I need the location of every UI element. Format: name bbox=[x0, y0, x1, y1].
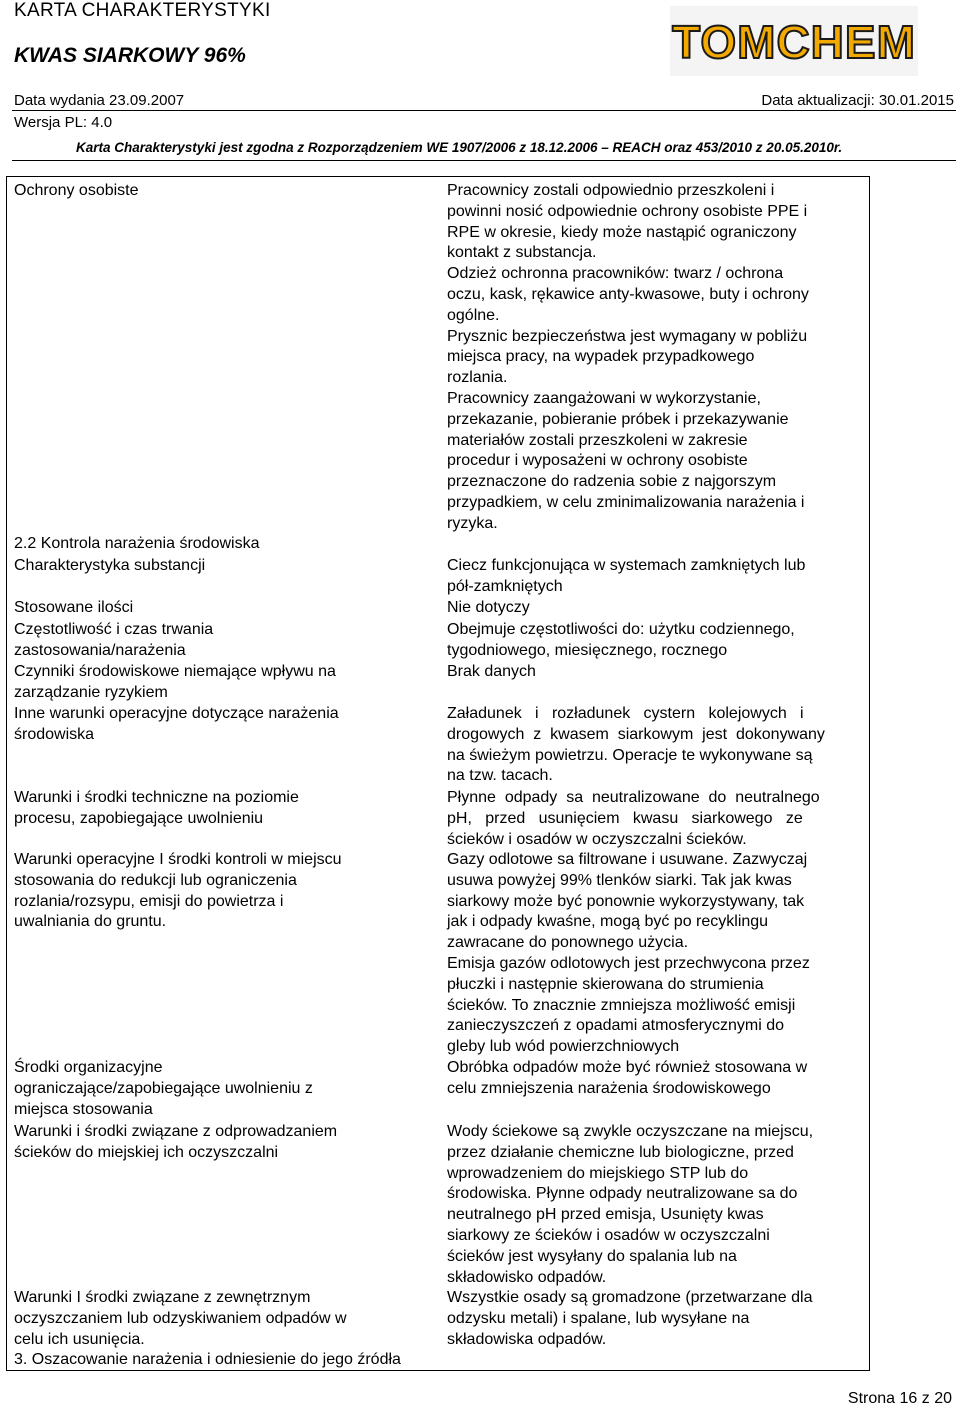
organizacyjne-label: Środki organizacyjne ograniczające/zapobiegające uwolnieniu z miejsca stosowania bbox=[14, 1059, 313, 1118]
operacyjne-label: Warunki operacyjne I środki kontroli w miejscu stosowania do redukcji lub ograniczenia rozlania/rozsypu, emisji do powietrza i uwalniania do gruntu. bbox=[14, 851, 342, 931]
ochrony-label: Ochrony osobiste bbox=[14, 182, 139, 199]
zewnetrzne-label: Warunki I środki związane z zewnętrznym oczyszczaniem lub odzyskiwaniem odpadów w celu ich usunięcia. bbox=[14, 1289, 347, 1348]
ilosci-label: Stosowane ilości bbox=[14, 599, 134, 616]
compliance-note: Karta Charakterystyki jest zgodna z Rozporządzeniem WE 1907/2006 z 18.12.2006 – REACH oraz 453/2010 z 20.05.2010r. bbox=[76, 140, 843, 155]
section-3-heading: 3. Oszacowanie narażenia i odniesienie do jego źródła bbox=[14, 1351, 401, 1368]
char-value: Ciecz funkcjonująca w systemach zamkniętych lub pół-zamkniętych bbox=[447, 557, 806, 595]
sciekow-label: Warunki i środki związane z odprowadzaniem ścieków do miejskiej ich oczyszczalni bbox=[14, 1123, 338, 1161]
czestotliwosc-value: Obejmuje częstotliwości do: użytku codziennego, tygodniowego, miesięcznego, rocznego bbox=[447, 621, 795, 659]
czynniki-value: Brak danych bbox=[447, 663, 536, 680]
header-divider-top bbox=[12, 110, 956, 111]
zewnetrzne-value: Wszystkie osady są gromadzone (przetwarzane dla odzysku metali) i spalane, lub wysyłane na składowiska odpadów. bbox=[447, 1289, 813, 1348]
techniczne-label: Warunki i środki techniczne na poziomie procesu, zapobiegające uwolnieniu bbox=[14, 789, 299, 827]
version-label: Wersja PL: 4.0 bbox=[14, 114, 113, 131]
inne-warunki-value: Załadunek i rozładunek cystern kolejowych i drogowych z kwasem siarkowym jest dokonywany na świeżym powietrzu. Operacje te wykonywane są na tzw. tacach. bbox=[447, 705, 825, 785]
czestotliwosc-label: Częstotliwość i czas trwania zastosowania/narażenia bbox=[14, 621, 214, 659]
techniczne-value: Płynne odpady sa neutralizowane do neutralnego pH, przed usunięciem kwasu siarkowego ze ścieków i osadów w oczyszczalni ścieków. bbox=[447, 789, 820, 848]
issue-date: Data wydania 23.09.2007 bbox=[14, 92, 185, 109]
document-type-title: KARTA CHARAKTERYSTYKI bbox=[14, 0, 271, 21]
update-date: Data aktualizacji: 30.01.2015 bbox=[761, 92, 954, 109]
section-2-2-heading: 2.2 Kontrola narażenia środowiska bbox=[14, 535, 260, 552]
inne-warunki-label: Inne warunki operacyjne dotyczące narażenia środowiska bbox=[14, 705, 339, 743]
logo-text: TOMCHEM bbox=[672, 16, 916, 68]
char-label: Charakterystyka substancji bbox=[14, 557, 206, 574]
organizacyjne-value: Obróbka odpadów może być również stosowana w celu zmniejszenia narażenia środowiskowego bbox=[447, 1059, 808, 1097]
header-divider-bottom bbox=[12, 160, 956, 161]
ilosci-value: Nie dotyczy bbox=[447, 599, 530, 616]
tomchem-logo bbox=[670, 6, 918, 76]
sciekow-value: Wody ściekowe są zwykle oczyszczane na miejscu, przez działanie chemiczne lub biologiczne, przed wprowadzeniem do miejskiego STP lub do środowiska. Płynne odpady neutralizowane sa do neutralnego pH przed emisja, Usunięty kwas siarkowy ze ścieków i osadów w oczyszczalni ścieków jest wysyłany do spalania lub na składowisko odpadów. bbox=[447, 1123, 814, 1286]
page-number: Strona 16 z 20 bbox=[847, 1390, 952, 1407]
operacyjne-value: Gazy odlotowe sa filtrowane i usuwane. Zazwyczaj usuwa powyżej 99% tlenków siarki. Tak jak kwas siarkowy może być ponownie wykorzystywany, tak jak i odpady kwaśne, mogą być po recyklingu zawracane do ponownego użycia. Emisja gazów odlotowych jest przechwycona przez płuczki i następnie skierowana do strumienia ścieków. To znacznie zmniejsza możliwość emisji zanieczyszczeń z opadami atmosferycznymi do gleby lub wód powierzchniowych bbox=[447, 851, 810, 1056]
ochrony-text: Pracownicy zostali odpowiednio przeszkoleni i powinni nosić odpowiednie ochrony osobiste PPE i RPE w okresie, kiedy może nastąpić ograniczony kontakt z substancja. Odzież ochronna pracowników: twarz / ochrona oczu, kask, rękawice anty-kwasowe, buty i ochrony ogólne. Prysznic bezpieczeństwa jest wymagany w pobliżu miejsca pracy, na wypadek przypadkowego rozlania. Pracownicy zaangażowani w wykorzystanie, przekazanie, pobieranie próbek i przekazywanie materiałów zostali przeszkoleni w zakresie procedur i wyposażeni w ochrony osobiste przeznaczone do radzenia sobie z najgorszym przypadkiem, w celu zminimalizowania narażenia i ryzyka. bbox=[447, 182, 809, 532]
product-name-title: KWAS SIARKOWY 96% bbox=[14, 44, 246, 67]
czynniki-label: Czynniki środowiskowe niemające wpływu na zarządzanie ryzykiem bbox=[14, 663, 336, 701]
